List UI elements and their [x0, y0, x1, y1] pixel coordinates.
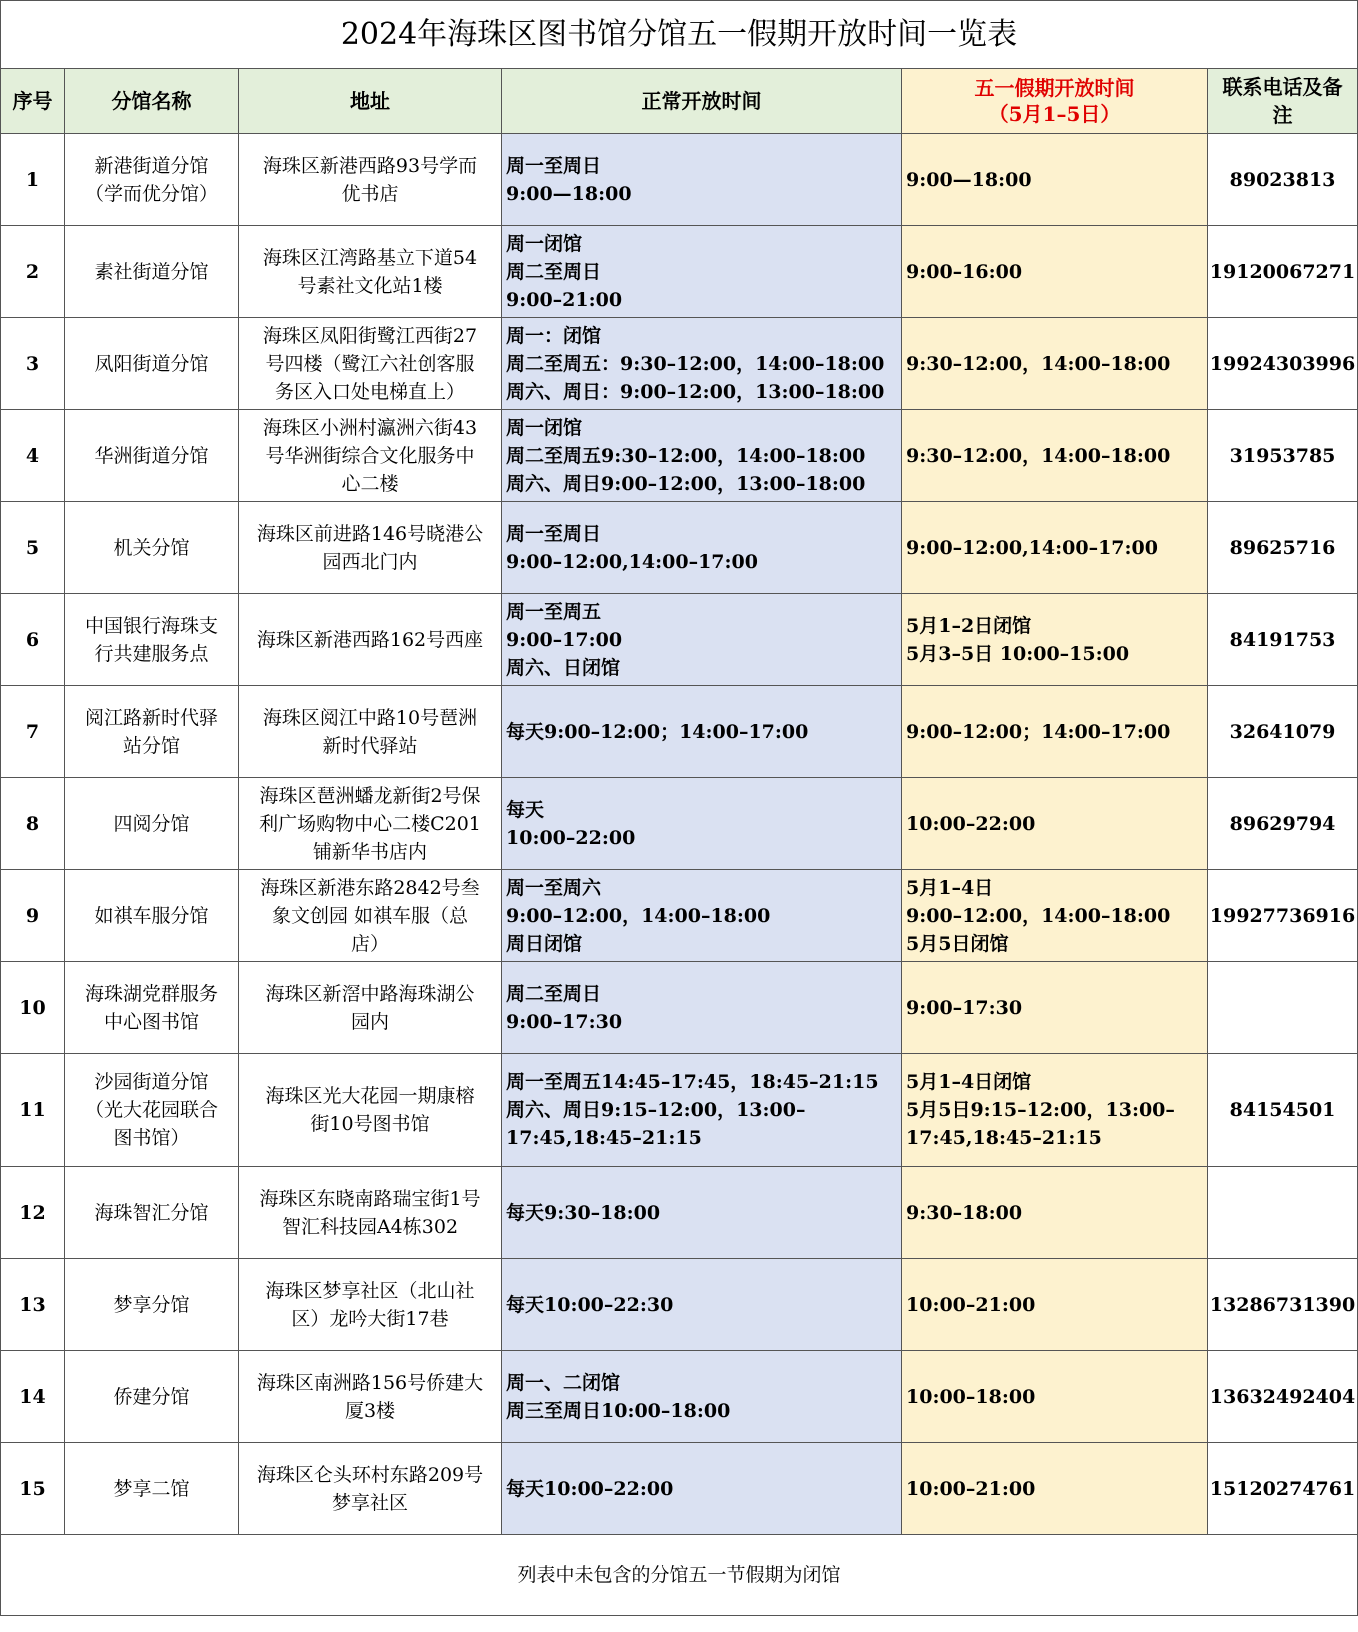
branch-address-line: 海珠区新港东路2842号叁 [260, 876, 480, 899]
contact-phone: 89023813 [1208, 134, 1358, 226]
branch-address [239, 318, 502, 410]
header-row [1, 69, 1358, 134]
holiday-hours [902, 1351, 1208, 1443]
table-row [1, 870, 1358, 962]
branch-address-line: 铺新华书店内 [312, 840, 427, 863]
branch-address-line: 海珠区江湾路基立下道54 [262, 246, 478, 269]
holiday-hours [902, 1443, 1208, 1535]
branch-name [65, 134, 239, 226]
normal-hours [502, 870, 902, 962]
branch-address-line: 海珠区南洲路156号侨建大 [256, 1371, 484, 1394]
branch-name [65, 1443, 239, 1535]
contact-phone: 84191753 [1208, 594, 1358, 686]
holiday-hours-line: 5月5日9:15–12:00，13:00– [906, 1099, 1175, 1121]
normal-hours-line: 周二至周五9:30–12:00，14:00–18:00 [506, 444, 866, 467]
normal-hours-line: 9:00–17:30 [506, 1010, 623, 1033]
table-row [1, 1167, 1358, 1259]
holiday-hours [902, 502, 1208, 594]
branch-address-line: 园内 [350, 1010, 389, 1033]
branch-address-line: 务区入口处电梯直上） [274, 380, 465, 403]
footer-note: 列表中未包含的分馆五一节假期为闭馆 [1, 1535, 1358, 1616]
normal-hours-line: 周一闭馆 [506, 416, 583, 439]
normal-hours-line: 周一至周五14:45–17:45，18:45–21:15 [506, 1071, 879, 1093]
normal-hours [502, 226, 902, 318]
branch-address-line: 号四楼（鹭江六社创客服 [265, 352, 475, 375]
branch-address [239, 1443, 502, 1535]
row-seq: 5 [1, 502, 65, 594]
branch-name-line: （光大花园联合 [84, 1099, 218, 1121]
table-row [1, 962, 1358, 1054]
branch-address-line: 梦享社区 [331, 1491, 408, 1514]
branch-name-line: 中国银行海珠支 [84, 614, 218, 637]
branch-name-line: 新港街道分馆 [94, 154, 209, 177]
table-row [1, 1054, 1358, 1167]
holiday-hours [902, 594, 1208, 686]
holiday-hours [902, 410, 1208, 502]
normal-hours [502, 594, 902, 686]
branch-name-line: 海珠湖党群服务 [84, 982, 218, 1005]
branch-address-line: 店） [350, 932, 389, 955]
header-holiday-hours [902, 69, 1208, 134]
table-row [1, 226, 1358, 318]
header-name: 分馆名称 [65, 69, 239, 134]
branch-address-line: 号华洲街综合文化服务中 [265, 444, 475, 467]
header-address: 地址 [239, 69, 502, 134]
normal-hours-line: 周一闭馆 [506, 232, 583, 255]
holiday-hours-line: 17:45,18:45–21:15 [906, 1127, 1102, 1149]
table-row [1, 134, 1358, 226]
holiday-hours [902, 1054, 1208, 1167]
branch-address-line: 海珠区新港西路162号西座 [256, 628, 484, 651]
holiday-hours-line: 5月3–5日 10:00–15:00 [906, 642, 1130, 665]
normal-hours-line: 周三至周日10:00–18:00 [506, 1399, 731, 1422]
branch-address [239, 870, 502, 962]
normal-hours-line: 周日闭馆 [506, 932, 583, 955]
header-seq: 序号 [1, 69, 65, 134]
normal-hours-line: 周六、周日9:00–12:00，13:00–18:00 [506, 472, 866, 495]
holiday-hours-line: 10:00–21:00 [906, 1477, 1036, 1500]
branch-name [65, 1054, 239, 1167]
normal-hours [502, 1259, 902, 1351]
normal-hours-line: 9:00—18:00 [506, 182, 632, 205]
row-seq: 1 [1, 134, 65, 226]
branch-name-line: 图书馆） [113, 1127, 190, 1149]
branch-address-line: 海珠区前进路146号晓港公 [256, 522, 484, 545]
branch-address-line: 厦3楼 [344, 1399, 396, 1422]
branch-address-line: 新时代驿站 [322, 734, 418, 757]
branch-name [65, 594, 239, 686]
branch-name [65, 870, 239, 962]
branch-name [65, 502, 239, 594]
branch-address-line: 海珠区梦享社区（北山社 [265, 1279, 475, 1302]
normal-hours-line: 每天 [506, 798, 545, 821]
row-seq: 2 [1, 226, 65, 318]
branch-address [239, 594, 502, 686]
holiday-hours-line: 9:00–12:00，14:00–18:00 [906, 904, 1171, 927]
holiday-hours-line: 9:00–12:00,14:00–17:00 [906, 536, 1158, 559]
branch-name [65, 226, 239, 318]
holiday-hours [902, 962, 1208, 1054]
normal-hours-line: 周二至周五：9:30–12:00，14:00–18:00 [506, 352, 885, 375]
branch-name [65, 1259, 239, 1351]
holiday-hours-line: 9:00—18:00 [906, 168, 1032, 191]
normal-hours-line: 17:45,18:45–21:15 [506, 1127, 702, 1149]
normal-hours [502, 134, 902, 226]
branch-name-line: 海珠智汇分馆 [94, 1201, 209, 1224]
normal-hours-line: 10:00–22:00 [506, 826, 636, 849]
branch-address [239, 962, 502, 1054]
branch-name [65, 1351, 239, 1443]
normal-hours-line: 每天10:00–22:00 [506, 1477, 674, 1500]
row-seq: 10 [1, 962, 65, 1054]
holiday-hours-line: 5月1–4日 [906, 876, 994, 899]
normal-hours-line: 周二至周日 [506, 260, 602, 283]
table-row [1, 778, 1358, 870]
holiday-hours-line: 9:00–17:30 [906, 996, 1023, 1019]
contact-phone: 19924303996 [1208, 318, 1358, 410]
normal-hours [502, 778, 902, 870]
holiday-hours-line: 9:30–18:00 [906, 1201, 1023, 1224]
branch-address-line: 海珠区阅江中路10号琶洲 [262, 706, 478, 729]
branch-name-line: 机关分馆 [113, 536, 190, 559]
normal-hours-line: 周一：闭馆 [506, 324, 602, 347]
header-contact-line1: 联系电话及备 [1222, 75, 1343, 99]
page-title: 2024年海珠区图书馆分馆五一假期开放时间一览表 [1, 1, 1358, 69]
branch-address [239, 686, 502, 778]
branch-address-line: 街10号图书馆 [310, 1113, 430, 1135]
holiday-hours-line: 9:00–12:00；14:00–17:00 [906, 720, 1171, 743]
table-row [1, 594, 1358, 686]
row-seq: 7 [1, 686, 65, 778]
normal-hours-line: 9:00–21:00 [506, 288, 623, 311]
normal-hours-line: 周一至周日 [506, 154, 602, 177]
branch-address-line: 海珠区光大花园一期康榕 [265, 1085, 475, 1107]
holiday-hours [902, 686, 1208, 778]
branch-address-line: 海珠区仑头环村东路209号 [256, 1463, 484, 1486]
branch-name-line: 侨建分馆 [113, 1385, 190, 1408]
branch-name [65, 778, 239, 870]
row-seq: 15 [1, 1443, 65, 1535]
row-seq: 13 [1, 1259, 65, 1351]
branch-name [65, 1167, 239, 1259]
branch-name-line: 四阅分馆 [113, 812, 190, 835]
normal-hours-line: 每天10:00–22:30 [506, 1293, 674, 1316]
holiday-hours-line: 9:30–12:00，14:00–18:00 [906, 444, 1171, 467]
normal-hours-line: 周六、日闭馆 [506, 656, 621, 679]
branch-address-line: 园西北门内 [322, 550, 418, 573]
normal-hours [502, 410, 902, 502]
normal-hours-line: 每天9:00–12:00；14:00–17:00 [506, 720, 809, 743]
normal-hours-line: 周二至周日 [506, 982, 602, 1005]
holiday-hours [902, 134, 1208, 226]
normal-hours-line: 每天9:30–18:00 [506, 1201, 661, 1224]
holiday-hours-line: 10:00–22:00 [906, 812, 1036, 835]
holiday-hours [902, 778, 1208, 870]
normal-hours-line: 9:00–12:00,14:00–17:00 [506, 550, 758, 573]
row-seq: 14 [1, 1351, 65, 1443]
holiday-hours [902, 1167, 1208, 1259]
table-row [1, 502, 1358, 594]
header-contact-line2: 注 [1272, 103, 1293, 127]
header-holiday-line2: （5月1–5日） [988, 102, 1121, 126]
branch-address [239, 1259, 502, 1351]
holiday-hours-line: 5月1–4日闭馆 [906, 1071, 1032, 1093]
branch-address [239, 1351, 502, 1443]
branch-name-line: 中心图书馆 [103, 1010, 199, 1033]
normal-hours [502, 1167, 902, 1259]
row-seq: 12 [1, 1167, 65, 1259]
branch-name-line: 梦享二馆 [113, 1477, 190, 1500]
branch-address-line: 海珠区东晓南路瑞宝街1号 [259, 1187, 481, 1210]
branch-name-line: 凤阳街道分馆 [94, 352, 209, 375]
branch-address [239, 778, 502, 870]
row-seq: 3 [1, 318, 65, 410]
contact-phone: 89625716 [1208, 502, 1358, 594]
contact-phone: 19927736916 [1208, 870, 1358, 962]
branch-name-line: 素社街道分馆 [94, 260, 209, 283]
branch-name-line: 行共建服务点 [94, 642, 209, 665]
normal-hours-line: 9:00–17:00 [506, 628, 623, 651]
branch-name [65, 962, 239, 1054]
branch-address [239, 134, 502, 226]
branch-name-line: 梦享分馆 [113, 1293, 190, 1316]
branch-name-line: 站分馆 [122, 734, 180, 757]
contact-phone: 13286731390 [1208, 1259, 1358, 1351]
contact-phone: 13632492404 [1208, 1351, 1358, 1443]
branch-name-line: （学而优分馆） [84, 182, 218, 205]
branch-name-line: 沙园街道分馆 [94, 1071, 209, 1093]
branch-address [239, 502, 502, 594]
branch-address-line: 海珠区琶洲蟠龙新街2号保 [259, 784, 481, 807]
normal-hours [502, 318, 902, 410]
normal-hours-line: 周六、周日9:15–12:00，13:00– [506, 1099, 806, 1121]
contact-phone: 84154501 [1208, 1054, 1358, 1167]
holiday-hours [902, 226, 1208, 318]
normal-hours-line: 周一、二闭馆 [506, 1371, 621, 1394]
normal-hours-line: 周一至周五 [506, 600, 602, 623]
holiday-hours-line: 10:00–18:00 [906, 1385, 1036, 1408]
row-seq: 6 [1, 594, 65, 686]
branch-address [239, 1054, 502, 1167]
normal-hours-line: 周六、周日：9:00–12:00，13:00–18:00 [506, 380, 885, 403]
branch-address-line: 海珠区小洲村瀛洲六街43 [262, 416, 478, 439]
contact-phone: 31953785 [1208, 410, 1358, 502]
table-row [1, 410, 1358, 502]
header-holiday-line1: 五一假期开放时间 [974, 76, 1135, 100]
branch-name [65, 318, 239, 410]
holiday-hours [902, 1259, 1208, 1351]
branch-address-line: 优书店 [341, 182, 399, 205]
branch-name-line: 阅江路新时代驿 [84, 706, 218, 729]
row-seq: 8 [1, 778, 65, 870]
contact-phone: 19120067271 [1208, 226, 1358, 318]
footer-row [1, 1535, 1358, 1616]
contact-phone: 15120274761 [1208, 1443, 1358, 1535]
normal-hours-line: 周一至周六 [506, 876, 602, 899]
contact-phone: 89629794 [1208, 778, 1358, 870]
holiday-hours-line: 9:30–12:00，14:00–18:00 [906, 352, 1171, 375]
normal-hours-line: 周一至周日 [506, 522, 602, 545]
row-seq: 9 [1, 870, 65, 962]
branch-address-line: 海珠区新港西路93号学而 [262, 154, 478, 177]
row-seq: 4 [1, 410, 65, 502]
branch-address-line: 智汇科技园A4栋302 [281, 1215, 459, 1238]
branch-address-line: 心二楼 [341, 472, 399, 495]
branch-address-line: 利广场购物中心二楼C201 [259, 812, 481, 835]
contact-phone: 32641079 [1208, 686, 1358, 778]
normal-hours [502, 1443, 902, 1535]
normal-hours [502, 502, 902, 594]
branch-address [239, 1167, 502, 1259]
header-normal-hours: 正常开放时间 [502, 69, 902, 134]
branch-name-line: 如祺车服分馆 [94, 904, 209, 927]
holiday-hours-line: 5月5日闭馆 [906, 932, 1009, 955]
branch-address-line: 号素社文化站1楼 [297, 274, 443, 297]
holiday-hours-line: 9:00–16:00 [906, 260, 1023, 283]
holiday-hours [902, 318, 1208, 410]
row-seq: 11 [1, 1054, 65, 1167]
table-row [1, 1259, 1358, 1351]
holiday-hours-line: 5月1–2日闭馆 [906, 614, 1032, 637]
normal-hours [502, 1054, 902, 1167]
contact-phone [1208, 962, 1358, 1054]
branch-address [239, 410, 502, 502]
normal-hours [502, 1351, 902, 1443]
branch-address-line: 海珠区凤阳街鹭江西街27 [262, 324, 478, 347]
branch-name [65, 686, 239, 778]
branch-address-line: 海珠区新滘中路海珠湖公 [265, 982, 475, 1005]
branch-address-line: 象文创园 如祺车服（总 [271, 904, 469, 927]
branch-address [239, 226, 502, 318]
header-contact [1208, 69, 1358, 134]
holiday-hours [902, 870, 1208, 962]
table-row [1, 318, 1358, 410]
branch-name [65, 410, 239, 502]
normal-hours-line: 9:00–12:00，14:00–18:00 [506, 904, 771, 927]
branch-address-line: 区）龙吟大街17巷 [291, 1307, 449, 1330]
table-row [1, 686, 1358, 778]
holiday-hours-line: 10:00–21:00 [906, 1293, 1036, 1316]
normal-hours [502, 686, 902, 778]
contact-phone [1208, 1167, 1358, 1259]
table-row [1, 1443, 1358, 1535]
normal-hours [502, 962, 902, 1054]
branch-name-line: 华洲街道分馆 [94, 444, 209, 467]
table-row [1, 1351, 1358, 1443]
